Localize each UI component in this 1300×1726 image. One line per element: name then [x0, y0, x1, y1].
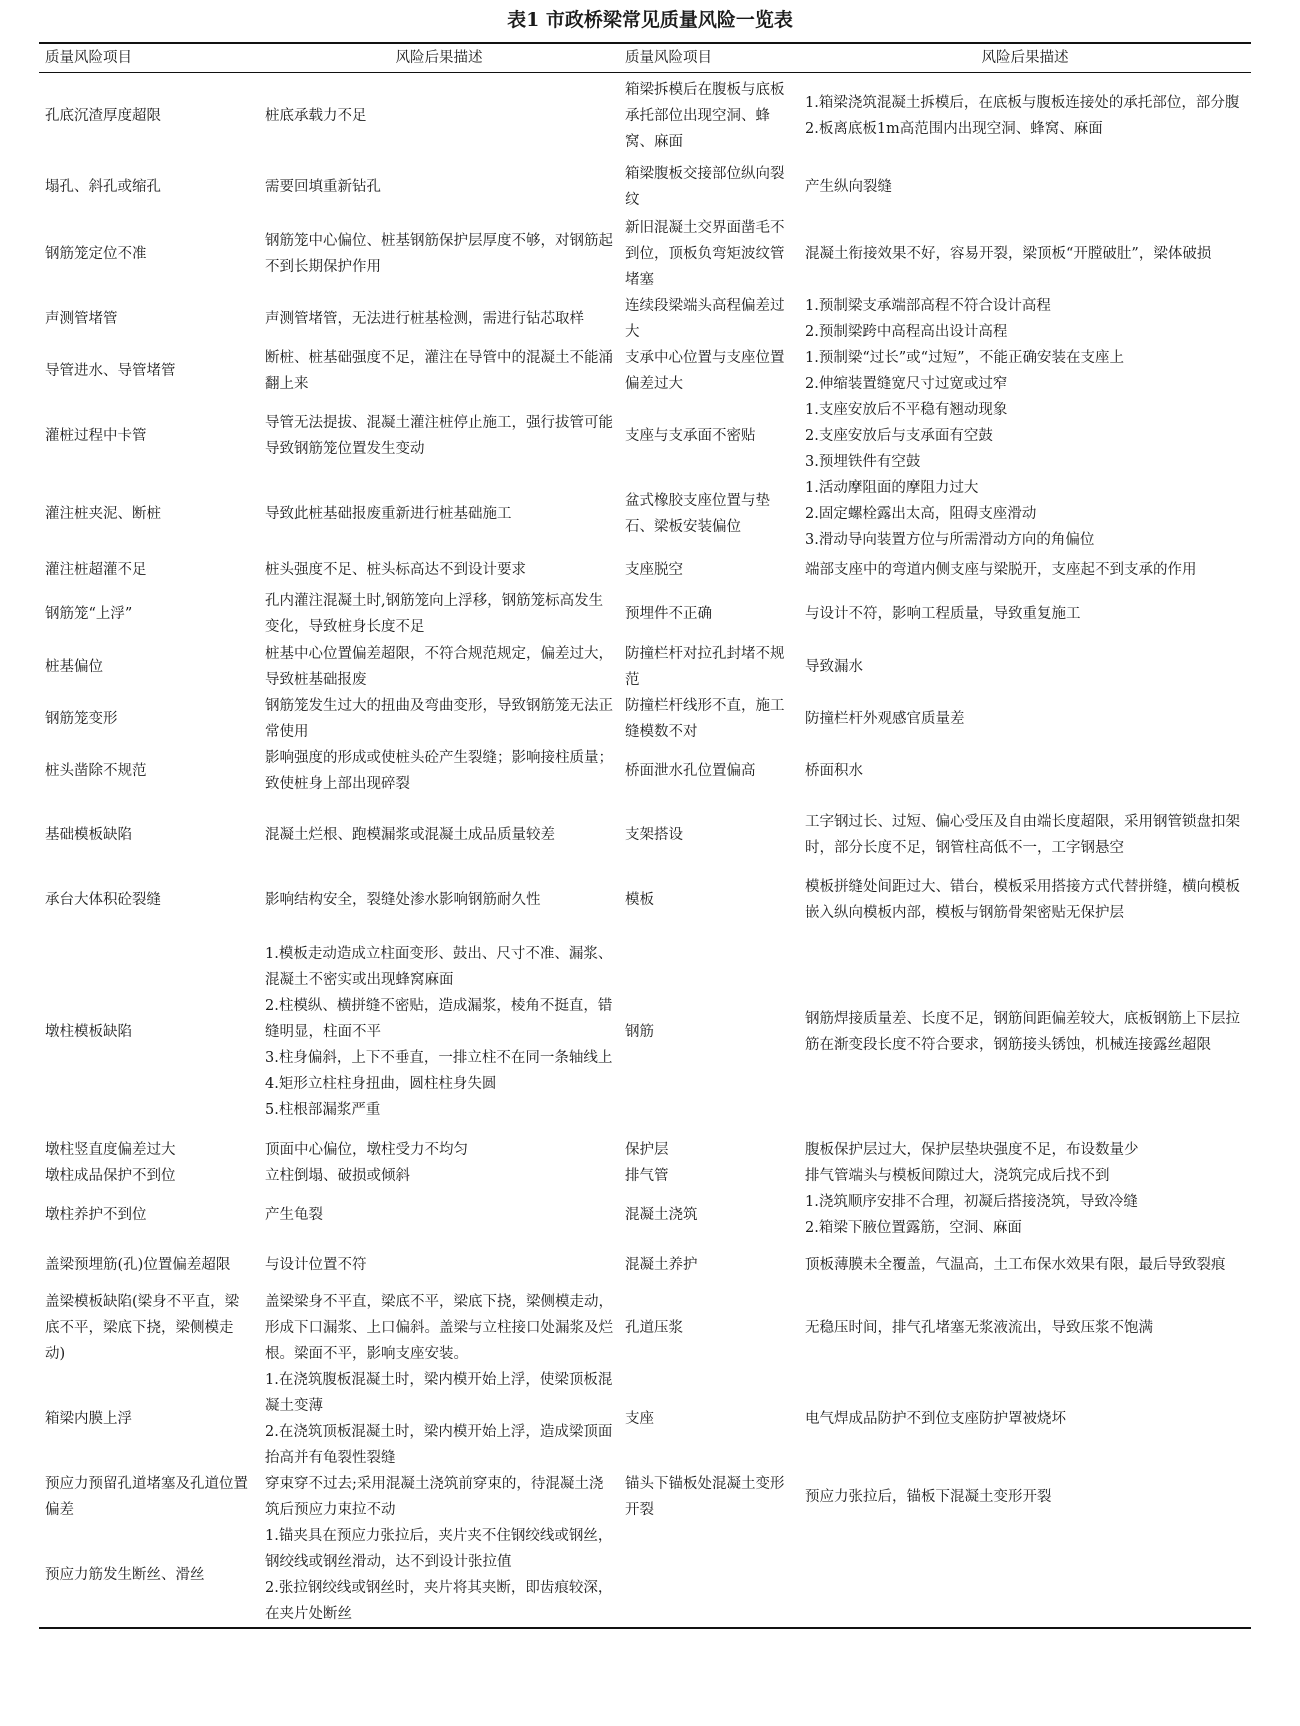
- risk-item-cell: 桥面泄水孔位置偏高: [625, 762, 756, 779]
- table-row: [39, 1137, 1251, 1163]
- risk-item-cell: 灌注桩夹泥、断桩: [45, 505, 161, 522]
- consequence-cell: [799, 215, 1251, 293]
- table-row: [39, 215, 1251, 293]
- risk-item-cell: 塌孔、斜孔或缩孔: [45, 178, 161, 195]
- consequence-cell: [799, 1137, 1251, 1163]
- consequence-line: 穿束穿不过去;采用混凝土浇筑前穿束的，待混凝土浇筑后预应力束拉不动: [265, 1475, 604, 1518]
- risk-item-cell: 灌注桩超灌不足: [45, 561, 147, 578]
- risk-item-cell: 桩头凿除不规范: [45, 762, 147, 779]
- consequence-cell: [259, 745, 619, 797]
- consequence-cell: [799, 345, 1251, 397]
- consequence-line: 与设计不符，影响工程质量，导致重复施工: [805, 605, 1081, 622]
- risk-item-cell: 墩柱成品保护不到位: [45, 1167, 176, 1184]
- risk-item-cell: 防撞栏杆线形不直，施工缝模数不对: [625, 697, 785, 740]
- table-row: [39, 1471, 1251, 1523]
- risk-item-cell: 钢筋: [625, 1023, 654, 1040]
- consequence-cell: [799, 693, 1251, 745]
- consequence-line: 钢筋笼发生过大的扭曲及弯曲变形，导致钢筋笼无法正常使用: [265, 697, 613, 740]
- risk-item-cell: 承台大体积砼裂缝: [45, 891, 161, 908]
- consequence-line: 2.板离底板1m高范围内出现空洞、蜂窝、麻面: [805, 120, 1103, 137]
- risk-item-cell: 声测管堵管: [45, 310, 118, 327]
- table-row: [39, 1163, 1251, 1189]
- table-body: [39, 73, 1251, 1628]
- risk-item-cell: 孔底沉渣厚度超限: [45, 107, 161, 124]
- risk-item-cell: 箱梁内膜上浮: [45, 1410, 132, 1427]
- risk-item-cell: 盆式橡胶支座位置与垫石、梁板安装偏位: [625, 492, 770, 535]
- risk-item-cell: 墩柱竖直度偏差过大: [45, 1141, 176, 1158]
- header-row: [39, 43, 1251, 73]
- risk-item-cell: 混凝土养护: [625, 1256, 698, 1273]
- table-row: [39, 397, 1251, 475]
- consequence-line: 2.伸缩装置缝宽尺寸过宽或过窄: [805, 375, 1008, 392]
- consequence-line: 产生龟裂: [265, 1206, 323, 1223]
- consequence-line: 2.预制梁跨中高程高出设计高程: [805, 323, 1008, 340]
- consequence-line: 断桩、桩基础强度不足，灌注在导管中的混凝土不能涌翻上来: [265, 349, 613, 392]
- consequence-cell: [259, 873, 619, 927]
- consequence-line: 无稳压时间，排气孔堵塞无浆液流出，导致压浆不饱满: [805, 1319, 1153, 1336]
- consequence-cell: [799, 587, 1251, 641]
- table-title: 表1 市政桥梁常见质量风险一览表: [507, 9, 793, 31]
- consequence-cell: [799, 1367, 1251, 1471]
- consequence-cell: [259, 927, 619, 1137]
- table-row: [39, 641, 1251, 693]
- risk-item-cell: 墩柱模板缺陷: [45, 1023, 132, 1040]
- consequence-line: 产生纵向裂缝: [805, 178, 892, 195]
- consequence-line: 导致此桩基础报废重新进行桩基础施工: [265, 505, 512, 522]
- consequence-line: 2.张拉钢绞线或钢丝时，夹片将其夹断，即齿痕较深，在夹片处断丝: [265, 1579, 613, 1622]
- header-risk-item-2: 质量风险项目: [619, 43, 799, 73]
- consequence-cell: [259, 587, 619, 641]
- consequence-line: 导致漏水: [805, 658, 863, 675]
- consequence-line: 1.支座安放后不平稳有翘动现象: [805, 401, 1008, 418]
- risk-item-cell: 支座与支承面不密贴: [625, 427, 756, 444]
- table-row: [39, 475, 1251, 553]
- consequence-line: 顶板薄膜未全覆盖，气温高，土工布保水效果有限，最后导致裂痕: [805, 1256, 1226, 1273]
- table-row: [39, 1367, 1251, 1471]
- table-row: [39, 293, 1251, 345]
- risk-item-cell: 钢筋笼定位不准: [45, 245, 147, 262]
- risk-item-cell: 模板: [625, 891, 654, 908]
- consequence-line: 3.柱身偏斜，上下不垂直，一排立柱不在同一条轴线上: [265, 1049, 613, 1066]
- header-risk-item-1: 质量风险项目: [39, 43, 259, 73]
- consequence-cell: [799, 797, 1251, 873]
- risk-item-cell: 墩柱养护不到位: [45, 1206, 147, 1223]
- consequence-cell: [259, 1289, 619, 1367]
- risk-item-cell: 桩基偏位: [45, 658, 103, 675]
- consequence-line: 顶面中心偏位，墩柱受力不均匀: [265, 1141, 468, 1158]
- consequence-line: 桩基中心位置偏差超限，不符合规范规定，偏差过大，导致桩基础报废: [265, 645, 613, 688]
- consequence-cell: [799, 745, 1251, 797]
- risk-item-cell: 预埋件不正确: [625, 605, 712, 622]
- consequence-line: 钢筋笼中心偏位、桩基钢筋保护层厚度不够，对钢筋起不到长期保护作用: [265, 232, 613, 275]
- consequence-cell: [259, 1471, 619, 1523]
- consequence-line: 1.在浇筑腹板混凝土时，梁内模开始上浮，使梁顶板混凝土变薄: [265, 1371, 613, 1414]
- header-consequence-2: 风险后果描述: [799, 43, 1251, 73]
- consequence-cell: [799, 475, 1251, 553]
- consequence-cell: [259, 215, 619, 293]
- consequence-line: 工字钢过长、过短、偏心受压及自由端长度超限，采用钢管锁盘扣架时，部分长度不足，钢管柱高低不一，工字钢悬空: [805, 813, 1240, 856]
- risk-item-cell: 灌桩过程中卡管: [45, 427, 147, 444]
- consequence-cell: [259, 345, 619, 397]
- consequence-line: 钢筋焊接质量差、长度不足，钢筋间距偏差较大，底板钢筋上下层拉筋在渐变段长度不符合要求，钢筋接头锈蚀，机械连接露丝超限: [805, 1010, 1240, 1053]
- consequence-cell: [259, 1163, 619, 1189]
- consequence-line: 模板拼缝处间距过大、错台，模板采用搭接方式代替拼缝，横向模板嵌入纵向模板内部，模板与钢筋骨架密贴无保护层: [805, 878, 1240, 921]
- risk-item-cell: 钢筋笼“上浮”: [45, 605, 133, 622]
- consequence-cell: [259, 1137, 619, 1163]
- risk-item-cell: 盖梁预埋筋(孔)位置偏差超限: [45, 1256, 231, 1273]
- consequence-line: 1.箱梁浇筑混凝土拆模后，在底板与腹板连接处的承托部位，部分腹: [805, 94, 1240, 111]
- consequence-cell: [259, 293, 619, 345]
- consequence-cell: [259, 693, 619, 745]
- consequence-cell: [259, 73, 619, 159]
- consequence-cell: [259, 475, 619, 553]
- table-row: [39, 345, 1251, 397]
- consequence-cell: [259, 641, 619, 693]
- consequence-line: 端部支座中的弯道内侧支座与梁脱开，支座起不到支承的作用: [805, 561, 1197, 578]
- risk-item-cell: 箱梁拆模后在腹板与底板承托部位出现空洞、蜂窝、麻面: [625, 81, 785, 150]
- consequence-line: 1.预制梁支承端部高程不符合设计高程: [805, 297, 1051, 314]
- consequence-cell: [799, 1289, 1251, 1367]
- consequence-line: 4.矩形立柱柱身扭曲，圆柱柱身失圆: [265, 1075, 497, 1092]
- consequence-line: 2.支座安放后与支承面有空鼓: [805, 427, 993, 444]
- risk-item-cell: 支承中心位置与支座位置偏差过大: [625, 349, 785, 392]
- consequence-line: 1.浇筑顺序安排不合理，初凝后搭接浇筑，导致冷缝: [805, 1193, 1138, 1210]
- risk-item-cell: 预应力筋发生断丝、滑丝: [45, 1566, 205, 1583]
- risk-item-cell: [619, 1523, 799, 1628]
- consequence-line: 影响强度的形成或使桩头砼产生裂缝；影响接柱质量；致使桩身上部出现碎裂: [265, 749, 613, 792]
- consequence-cell: [799, 1471, 1251, 1523]
- consequence-line: 需要回填重新钻孔: [265, 178, 381, 195]
- consequence-line: 桩底承载力不足: [265, 107, 367, 124]
- risk-table: [39, 42, 1251, 1629]
- consequence-line: 混凝土衔接效果不好，容易开裂，梁顶板“开膛破肚”，梁体破损: [805, 245, 1212, 262]
- consequence-line: 2.箱梁下腋位置露筋，空洞、麻面: [805, 1219, 1022, 1236]
- risk-item-cell: 支座: [625, 1410, 654, 1427]
- consequence-cell: [799, 73, 1251, 159]
- consequence-cell: [799, 873, 1251, 927]
- table-row: [39, 745, 1251, 797]
- consequence-cell: [799, 641, 1251, 693]
- header-consequence-1: 风险后果描述: [259, 43, 619, 73]
- consequence-line: 排气管端头与模板间隙过大，浇筑完成后找不到: [805, 1167, 1110, 1184]
- consequence-line: 2.柱模纵、横拼缝不密贴，造成漏浆，棱角不挺直，错缝明显，柱面不平: [265, 997, 613, 1040]
- risk-item-cell: 支座脱空: [625, 561, 683, 578]
- consequence-line: 2.在浇筑顶板混凝土时，梁内模开始上浮，造成梁顶面抬高并有龟裂性裂缝: [265, 1423, 613, 1466]
- risk-item-cell: 支架搭设: [625, 826, 683, 843]
- consequence-line: 导管无法提拔、混凝土灌注桩停止施工，强行拔管可能导致钢筋笼位置发生变动: [265, 414, 613, 457]
- consequence-line: 3.预埋铁件有空鼓: [805, 453, 921, 470]
- consequence-cell: [259, 1367, 619, 1471]
- consequence-line: 腹板保护层过大，保护层垫块强度不足，布设数量少: [805, 1141, 1139, 1158]
- risk-item-cell: 混凝土浇筑: [625, 1206, 698, 1223]
- consequence-line: 孔内灌注混凝土时,钢筋笼向上浮移，钢筋笼标高发生变化，导致桩身长度不足: [265, 592, 604, 635]
- consequence-line: 2.固定螺栓露出太高，阻碍支座滑动: [805, 505, 1037, 522]
- consequence-line: 1.模板走动造成立柱面变形、鼓出、尺寸不准、漏浆、混凝土不密实或出现蜂窝麻面: [265, 945, 613, 988]
- consequence-line: 1.预制梁“过长”或“过短”，不能正确安装在支座上: [805, 349, 1124, 366]
- table-row: [39, 1523, 1251, 1628]
- consequence-line: 1.锚夹具在预应力张拉后，夹片夹不住钢绞线或钢丝，钢绞线或钢丝滑动，达不到设计张拉值: [265, 1527, 613, 1570]
- risk-item-cell: 新旧混凝土交界面凿毛不到位，顶板负弯矩波纹管堵塞: [625, 219, 785, 288]
- risk-item-cell: 盖梁模板缺陷(梁身不平直，梁底不平，梁底下挠，梁侧模走动): [45, 1293, 240, 1362]
- consequence-line: 防撞栏杆外观感官质量差: [805, 710, 965, 727]
- table-row: [39, 1241, 1251, 1289]
- consequence-cell: [259, 1189, 619, 1241]
- consequence-cell: [259, 397, 619, 475]
- risk-item-cell: 基础模板缺陷: [45, 826, 132, 843]
- table-row: [39, 693, 1251, 745]
- risk-item-cell: 导管进水、导管堵管: [45, 362, 176, 379]
- risk-item-cell: 连续段梁端头高程偏差过大: [625, 297, 785, 340]
- consequence-line: 立柱倒塌、破损或倾斜: [265, 1167, 410, 1184]
- consequence-cell: [799, 1523, 1251, 1628]
- consequence-cell: [799, 1189, 1251, 1241]
- table-row: [39, 873, 1251, 927]
- table-row: [39, 73, 1251, 159]
- table-row: [39, 159, 1251, 215]
- consequence-cell: [799, 1163, 1251, 1189]
- consequence-line: 盖梁梁身不平直，梁底不平，梁底下挠，梁侧模走动，形成下口漏浆、上口偏斜。盖梁与立柱接口处漏浆及烂根。梁面不平，影响支座安装。: [265, 1293, 613, 1362]
- table-row: [39, 927, 1251, 1137]
- risk-item-cell: 孔道压浆: [625, 1319, 683, 1336]
- consequence-cell: [799, 397, 1251, 475]
- consequence-line: 桥面积水: [805, 762, 863, 779]
- consequence-line: 桩头强度不足、桩头标高达不到设计要求: [265, 561, 526, 578]
- consequence-cell: [799, 553, 1251, 587]
- consequence-cell: [259, 1241, 619, 1289]
- table-row: [39, 797, 1251, 873]
- consequence-line: 3.滑动导向装置方位与所需滑动方向的角偏位: [805, 531, 1095, 548]
- consequence-line: 1.活动摩阻面的摩阻力过大: [805, 479, 979, 496]
- consequence-line: 5.柱根部漏浆严重: [265, 1101, 381, 1118]
- consequence-cell: [259, 1523, 619, 1628]
- risk-item-cell: 排气管: [625, 1167, 669, 1184]
- risk-item-cell: 保护层: [625, 1141, 669, 1158]
- consequence-line: 与设计位置不符: [265, 1256, 367, 1273]
- consequence-cell: [799, 159, 1251, 215]
- table-row: [39, 587, 1251, 641]
- risk-item-cell: 锚头下锚板处混凝土变形开裂: [625, 1475, 785, 1518]
- risk-item-cell: 防撞栏杆对拉孔封堵不规范: [625, 645, 785, 688]
- consequence-cell: [799, 293, 1251, 345]
- risk-item-cell: 钢筋笼变形: [45, 710, 118, 727]
- consequence-cell: [259, 159, 619, 215]
- consequence-cell: [799, 927, 1251, 1137]
- consequence-line: 混凝土烂根、跑模漏浆或混凝土成品质量较差: [265, 826, 555, 843]
- table-row: [39, 1289, 1251, 1367]
- risk-item-cell: 箱梁腹板交接部位纵向裂纹: [625, 165, 785, 208]
- table-row: [39, 1189, 1251, 1241]
- table-row: [39, 553, 1251, 587]
- consequence-cell: [259, 797, 619, 873]
- consequence-line: 电气焊成品防护不到位支座防护罩被烧坏: [805, 1410, 1066, 1427]
- consequence-line: 声测管堵管，无法进行桩基检测，需进行钻芯取样: [265, 310, 584, 327]
- consequence-cell: [259, 553, 619, 587]
- consequence-line: 影响结构安全，裂缝处渗水影响钢筋耐久性: [265, 891, 541, 908]
- consequence-line: 预应力张拉后，锚板下混凝土变形开裂: [805, 1488, 1052, 1505]
- risk-item-cell: 预应力预留孔道堵塞及孔道位置偏差: [45, 1475, 248, 1518]
- consequence-cell: [799, 1241, 1251, 1289]
